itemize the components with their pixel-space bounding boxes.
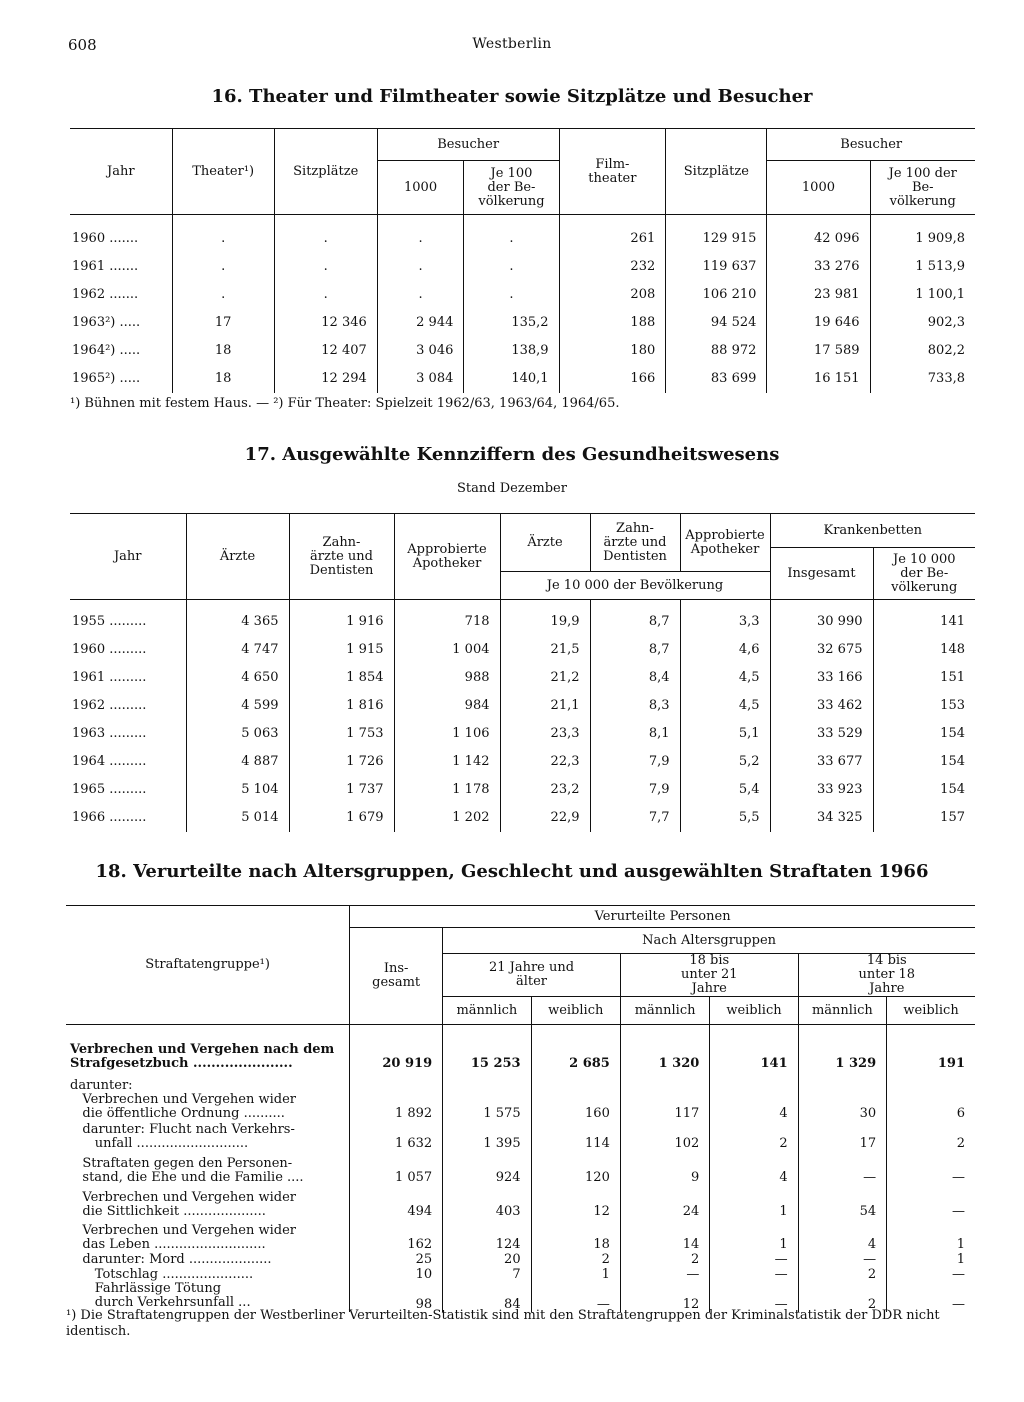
- t17-cell: 4,5: [680, 692, 770, 720]
- t16-cell: 3 084: [377, 365, 464, 393]
- t18-h-nach: Nach Altersgruppen: [443, 928, 975, 954]
- t18-cell: 17: [798, 1121, 886, 1151]
- t17-cell: 718: [394, 608, 500, 636]
- t16-cell: .: [377, 253, 464, 281]
- t18-cell: 1 395: [443, 1121, 531, 1151]
- t16-year: 1963²) .....: [72, 315, 141, 330]
- t17-cell: 33 529: [770, 720, 873, 748]
- t18-h-insg: Ins- gesamt: [350, 928, 443, 1025]
- t17-year: 1961 .........: [72, 670, 147, 685]
- t17-cell: 1 202: [394, 804, 500, 832]
- t17-cell: 22,9: [500, 804, 590, 832]
- t18-label: Verbrechen und Vergehen wider die Sittlichkeit ....................: [82, 1189, 296, 1219]
- t18-cell: —: [620, 1267, 709, 1282]
- t18-cell: —: [798, 1151, 886, 1185]
- t17-cell: 1 679: [289, 804, 394, 832]
- t17-year: 1960 .........: [72, 642, 147, 657]
- t18-cell: 124: [443, 1219, 531, 1252]
- t16-year: 1965²) .....: [72, 371, 141, 386]
- t18-cell: 494: [350, 1185, 443, 1219]
- t18-h-m: männlich: [443, 997, 531, 1025]
- t16-cell: 19 646: [767, 309, 870, 337]
- t16-cell: 902,3: [870, 309, 975, 337]
- t16-cell: .: [274, 253, 377, 281]
- t17-cell: 7,9: [590, 776, 680, 804]
- table-row: [70, 309, 975, 337]
- t17-cell: 33 923: [770, 776, 873, 804]
- t18-cell: 924: [443, 1151, 531, 1185]
- t16-cell: .: [377, 281, 464, 309]
- t17-cell: 151: [873, 664, 975, 692]
- t16-cell: 1 100,1: [870, 281, 975, 309]
- t18-label: darunter: Mord ....................: [70, 1251, 272, 1267]
- t17-cell: 8,7: [590, 608, 680, 636]
- t17-h-jahr: Jahr: [70, 514, 186, 600]
- running-title: Westberlin: [472, 36, 552, 52]
- t18-label: Verbrechen und Vergehen wider das Leben ...........................: [82, 1222, 296, 1252]
- table-row: [70, 776, 975, 804]
- t18-cell: 7: [443, 1267, 531, 1282]
- t17-cell: 8,3: [590, 692, 680, 720]
- t17-cell: 23,3: [500, 720, 590, 748]
- t17-cell: 1 816: [289, 692, 394, 720]
- table17-subtitle: Stand Dezember: [457, 481, 567, 496]
- table-row: [70, 608, 975, 636]
- t16-cell: 232: [559, 253, 666, 281]
- t18-cell: —: [710, 1267, 798, 1282]
- t18-cell: 2: [887, 1121, 975, 1151]
- t16-h-film: Film- theater: [559, 129, 666, 215]
- t18-cell: 98: [350, 1282, 443, 1312]
- t17-h-aerzte2: Ärzte: [500, 514, 590, 572]
- t18-cell: 10: [350, 1267, 443, 1282]
- t16-cell: 106 210: [666, 281, 767, 309]
- t18-cell: —: [710, 1282, 798, 1312]
- t16-cell: 94 524: [666, 309, 767, 337]
- t17-cell: 33 166: [770, 664, 873, 692]
- t16-year: 1961 .......: [72, 259, 139, 274]
- t18-cell: 30: [798, 1071, 886, 1121]
- t17-cell: 1 004: [394, 636, 500, 664]
- t16-h-besucher2: Besucher: [767, 129, 975, 161]
- t16-h-1000b: 1000: [767, 161, 870, 215]
- t17-cell: 1 178: [394, 776, 500, 804]
- t17-cell: 1 854: [289, 664, 394, 692]
- t18-cell: 191: [887, 1025, 975, 1071]
- t18-cell: 1: [710, 1219, 798, 1252]
- t18-h-m: männlich: [798, 997, 886, 1025]
- t17-cell: 30 990: [770, 608, 873, 636]
- t18-cell: 20 919: [350, 1025, 443, 1071]
- t18-cell: 1: [887, 1252, 975, 1267]
- t17-cell: 984: [394, 692, 500, 720]
- t16-cell: 16 151: [767, 365, 870, 393]
- t16-cell: .: [274, 281, 377, 309]
- t18-cell: 15 253: [443, 1025, 531, 1071]
- t18-cell: —: [531, 1282, 620, 1312]
- table-row: [66, 1185, 975, 1219]
- t18-cell: 2: [620, 1252, 709, 1267]
- t17-cell: 154: [873, 720, 975, 748]
- t16-cell: .: [274, 225, 377, 253]
- t16-cell: 18: [172, 337, 274, 365]
- t18-cell: 1 892: [350, 1071, 443, 1121]
- t17-cell: 21,5: [500, 636, 590, 664]
- t16-h-jahr: Jahr: [70, 129, 172, 215]
- t17-cell: 1 753: [289, 720, 394, 748]
- t16-cell: 129 915: [666, 225, 767, 253]
- t17-cell: 33 677: [770, 748, 873, 776]
- t16-cell: 18: [172, 365, 274, 393]
- t17-cell: 7,9: [590, 748, 680, 776]
- t18-cell: 403: [443, 1185, 531, 1219]
- t17-cell: 3,3: [680, 608, 770, 636]
- t17-cell: 154: [873, 776, 975, 804]
- t17-h-kranken: Krankenbetten: [770, 514, 975, 548]
- t17-cell: 22,3: [500, 748, 590, 776]
- t18-cell: 1: [710, 1185, 798, 1219]
- t16-cell: 88 972: [666, 337, 767, 365]
- t16-cell: 1 909,8: [870, 225, 975, 253]
- t18-label: darunter: Flucht nach Verkehrs- unfall ...........................: [82, 1121, 295, 1151]
- t17-cell: 4,6: [680, 636, 770, 664]
- t17-cell: 5,4: [680, 776, 770, 804]
- table16-footnote: ¹) Bühnen mit festem Haus. — ²) Für Theater: Spielzeit 1962/63, 1963/64, 1964/65.: [70, 396, 620, 411]
- t17-cell: 148: [873, 636, 975, 664]
- t17-cell: 988: [394, 664, 500, 692]
- page-number: 608: [68, 36, 97, 54]
- t18-cell: 14: [620, 1219, 709, 1252]
- t17-h-insg: Insgesamt: [770, 548, 873, 600]
- t18-cell: 1 329: [798, 1025, 886, 1071]
- t16-cell: 3 046: [377, 337, 464, 365]
- t18-cell: 12: [531, 1185, 620, 1219]
- table-row: [70, 281, 975, 309]
- t17-h-apo1: Approbierte Apotheker: [394, 514, 500, 600]
- t18-cell: 1: [531, 1267, 620, 1282]
- table-row: [66, 1025, 975, 1071]
- t16-cell: .: [464, 225, 559, 253]
- t18-h-14: 14 bis unter 18 Jahre: [798, 954, 975, 997]
- t18-cell: —: [887, 1282, 975, 1312]
- t17-cell: 1 737: [289, 776, 394, 804]
- t17-cell: 5,1: [680, 720, 770, 748]
- t17-cell: 4,5: [680, 664, 770, 692]
- t18-label: Fahrlässige Tötung durch Verkehrsunfall ...: [94, 1280, 251, 1310]
- t18-cell: 4: [710, 1151, 798, 1185]
- t17-year: 1955 .........: [72, 614, 147, 629]
- t16-h-je100a: Je 100 der Be- völkerung: [464, 161, 559, 215]
- t17-cell: 4 650: [186, 664, 289, 692]
- t17-h-je10000: Je 10 000 der Be- völkerung: [873, 548, 975, 600]
- t16-year: 1964²) .....: [72, 343, 141, 358]
- t16-cell: 12 407: [274, 337, 377, 365]
- table-row: [70, 337, 975, 365]
- t17-cell: 1 142: [394, 748, 500, 776]
- t18-cell: 6: [887, 1071, 975, 1121]
- table-row: [70, 253, 975, 281]
- table-row: [70, 804, 975, 832]
- t17-h-je10000-bev: Je 10 000 der Bevölkerung: [500, 572, 770, 600]
- t18-cell: 20: [443, 1252, 531, 1267]
- t17-year: 1963 .........: [72, 726, 147, 741]
- t16-cell: 23 981: [767, 281, 870, 309]
- t17-cell: 4 599: [186, 692, 289, 720]
- t17-cell: 8,4: [590, 664, 680, 692]
- t18-cell: 54: [798, 1185, 886, 1219]
- t16-cell: 12 346: [274, 309, 377, 337]
- t18-cell: 102: [620, 1121, 709, 1151]
- table18-title: 18. Verurteilte nach Altersgruppen, Geschlecht und ausgewählten Straftaten 1966: [95, 861, 929, 882]
- t16-cell: 42 096: [767, 225, 870, 253]
- t17-year: 1964 .........: [72, 754, 147, 769]
- t18-label: Verbrechen und Vergehen nach dem Strafgesetzbuch ......................: [70, 1041, 335, 1071]
- t16-h-1000a: 1000: [377, 161, 464, 215]
- t17-cell: 153: [873, 692, 975, 720]
- t18-label: darunter: Verbrechen und Vergehen wider die öffentliche Ordnung ..........: [70, 1077, 296, 1121]
- t18-cell: 117: [620, 1071, 709, 1121]
- t18-h-w: weiblich: [887, 997, 975, 1025]
- t18-cell: 9: [620, 1151, 709, 1185]
- table-row: [70, 664, 975, 692]
- t17-cell: 1 106: [394, 720, 500, 748]
- t17-cell: 4 365: [186, 608, 289, 636]
- t17-year: 1966 .........: [72, 810, 147, 825]
- table-row: [70, 636, 975, 664]
- t18-cell: 141: [710, 1025, 798, 1071]
- t16-year: 1962 .......: [72, 287, 139, 302]
- t16-cell: 33 276: [767, 253, 870, 281]
- t16-cell: 119 637: [666, 253, 767, 281]
- t18-cell: 160: [531, 1071, 620, 1121]
- t16-cell: .: [172, 281, 274, 309]
- t16-cell: 17 589: [767, 337, 870, 365]
- t17-cell: 1 726: [289, 748, 394, 776]
- t18-cell: 25: [350, 1252, 443, 1267]
- t16-cell: .: [464, 253, 559, 281]
- t17-cell: 5 063: [186, 720, 289, 748]
- t16-cell: 138,9: [464, 337, 559, 365]
- t16-h-theater: Theater¹): [172, 129, 274, 215]
- table-row: [66, 1121, 975, 1151]
- t18-cell: —: [887, 1267, 975, 1282]
- t18-cell: 1: [887, 1219, 975, 1252]
- t16-h-besucher1: Besucher: [377, 129, 559, 161]
- t18-h-verurteilte: Verurteilte Personen: [350, 906, 975, 928]
- table17: [70, 513, 975, 832]
- table-row: [70, 720, 975, 748]
- t18-cell: —: [887, 1185, 975, 1219]
- t16-h-sitz2: Sitzplätze: [666, 129, 767, 215]
- t18-cell: 12: [620, 1282, 709, 1312]
- t18-cell: 1 320: [620, 1025, 709, 1071]
- t17-h-apo2: Approbierte Apotheker: [680, 514, 770, 572]
- t17-cell: 5 104: [186, 776, 289, 804]
- t16-cell: .: [172, 225, 274, 253]
- t16-cell: 140,1: [464, 365, 559, 393]
- table-row: [66, 1071, 975, 1121]
- t18-h-w: weiblich: [531, 997, 620, 1025]
- t16-cell: 208: [559, 281, 666, 309]
- table-row: [66, 1151, 975, 1185]
- t18-h-group: Straftatengruppe¹): [66, 906, 350, 1025]
- t17-cell: 154: [873, 748, 975, 776]
- t17-cell: 23,2: [500, 776, 590, 804]
- t17-cell: 33 462: [770, 692, 873, 720]
- t16-cell: 83 699: [666, 365, 767, 393]
- t17-h-aerzte1: Ärzte: [186, 514, 289, 600]
- t17-year: 1962 .........: [72, 698, 147, 713]
- t17-cell: 21,1: [500, 692, 590, 720]
- t17-cell: 32 675: [770, 636, 873, 664]
- t18-cell: 4: [710, 1071, 798, 1121]
- t17-cell: 141: [873, 608, 975, 636]
- t16-cell: 180: [559, 337, 666, 365]
- t16-cell: 1 513,9: [870, 253, 975, 281]
- table16-title: 16. Theater und Filmtheater sowie Sitzplätze und Besucher: [211, 86, 813, 107]
- t16-cell: .: [464, 281, 559, 309]
- t18-cell: 2: [798, 1282, 886, 1312]
- t16-cell: 733,8: [870, 365, 975, 393]
- t17-cell: 34 325: [770, 804, 873, 832]
- t18-h-18: 18 bis unter 21 Jahre: [620, 954, 798, 997]
- t18-cell: —: [710, 1252, 798, 1267]
- t16-cell: 135,2: [464, 309, 559, 337]
- t18-cell: 1 575: [443, 1071, 531, 1121]
- t16-cell: .: [377, 225, 464, 253]
- t17-cell: 4 747: [186, 636, 289, 664]
- t17-cell: 7,7: [590, 804, 680, 832]
- t18-cell: —: [887, 1151, 975, 1185]
- t16-h-je100b: Je 100 der Be- völkerung: [870, 161, 975, 215]
- t18-label: Totschlag ......................: [70, 1266, 254, 1282]
- t18-cell: 1 632: [350, 1121, 443, 1151]
- table-row: [66, 1282, 975, 1312]
- t17-cell: 8,1: [590, 720, 680, 748]
- t18-cell: 1 057: [350, 1151, 443, 1185]
- t17-cell: 1 916: [289, 608, 394, 636]
- t16-cell: 261: [559, 225, 666, 253]
- t17-cell: 5,2: [680, 748, 770, 776]
- t16-cell: 166: [559, 365, 666, 393]
- table-row: [70, 692, 975, 720]
- table-row: [66, 1219, 975, 1252]
- t17-cell: 1 915: [289, 636, 394, 664]
- t17-h-zahn2: Zahn- ärzte und Dentisten: [590, 514, 680, 572]
- t17-year: 1965 .........: [72, 782, 147, 797]
- t18-cell: 24: [620, 1185, 709, 1219]
- t18-cell: 2: [531, 1252, 620, 1267]
- t18-cell: —: [798, 1252, 886, 1267]
- t18-cell: 2: [798, 1267, 886, 1282]
- t17-cell: 19,9: [500, 608, 590, 636]
- t18-cell: 162: [350, 1219, 443, 1252]
- table16: [70, 128, 975, 393]
- table-row: [70, 748, 975, 776]
- t17-cell: 157: [873, 804, 975, 832]
- t16-cell: 188: [559, 309, 666, 337]
- t18-label: Straftaten gegen den Personen- stand, die Ehe und die Familie ....: [82, 1155, 304, 1185]
- table-row: [66, 1252, 975, 1267]
- t17-cell: 5 014: [186, 804, 289, 832]
- t18-cell: 2 685: [531, 1025, 620, 1071]
- t17-cell: 5,5: [680, 804, 770, 832]
- table-row: [70, 225, 975, 253]
- t17-cell: 8,7: [590, 636, 680, 664]
- t18-cell: 84: [443, 1282, 531, 1312]
- t16-cell: 12 294: [274, 365, 377, 393]
- t18-h-21: 21 Jahre und älter: [443, 954, 621, 997]
- t16-year: 1960 .......: [72, 231, 139, 246]
- table18-footnote: ¹) Die Straftatengruppen der Westberliner Verurteilten-Statistik sind mit den Straftatengruppen der Kriminalstatistik der DDR nicht identisch.: [66, 1308, 940, 1339]
- t18-h-w: weiblich: [710, 997, 798, 1025]
- t18-cell: 2: [710, 1121, 798, 1151]
- t18-cell: 120: [531, 1151, 620, 1185]
- t18-cell: 114: [531, 1121, 620, 1151]
- t18-h-m: männlich: [620, 997, 709, 1025]
- t17-cell: 4 887: [186, 748, 289, 776]
- t16-h-sitz1: Sitzplätze: [274, 129, 377, 215]
- table17-title: 17. Ausgewählte Kennziffern des Gesundheitswesens: [244, 444, 780, 465]
- t16-cell: 17: [172, 309, 274, 337]
- table-row: [66, 1267, 975, 1282]
- t18-cell: 18: [531, 1219, 620, 1252]
- t16-cell: 2 944: [377, 309, 464, 337]
- t17-cell: 21,2: [500, 664, 590, 692]
- t16-cell: .: [172, 253, 274, 281]
- table-row: [70, 365, 975, 393]
- t18-cell: 4: [798, 1219, 886, 1252]
- t17-h-zahn1: Zahn- ärzte und Dentisten: [289, 514, 394, 600]
- table18: [66, 905, 975, 1312]
- t16-cell: 802,2: [870, 337, 975, 365]
